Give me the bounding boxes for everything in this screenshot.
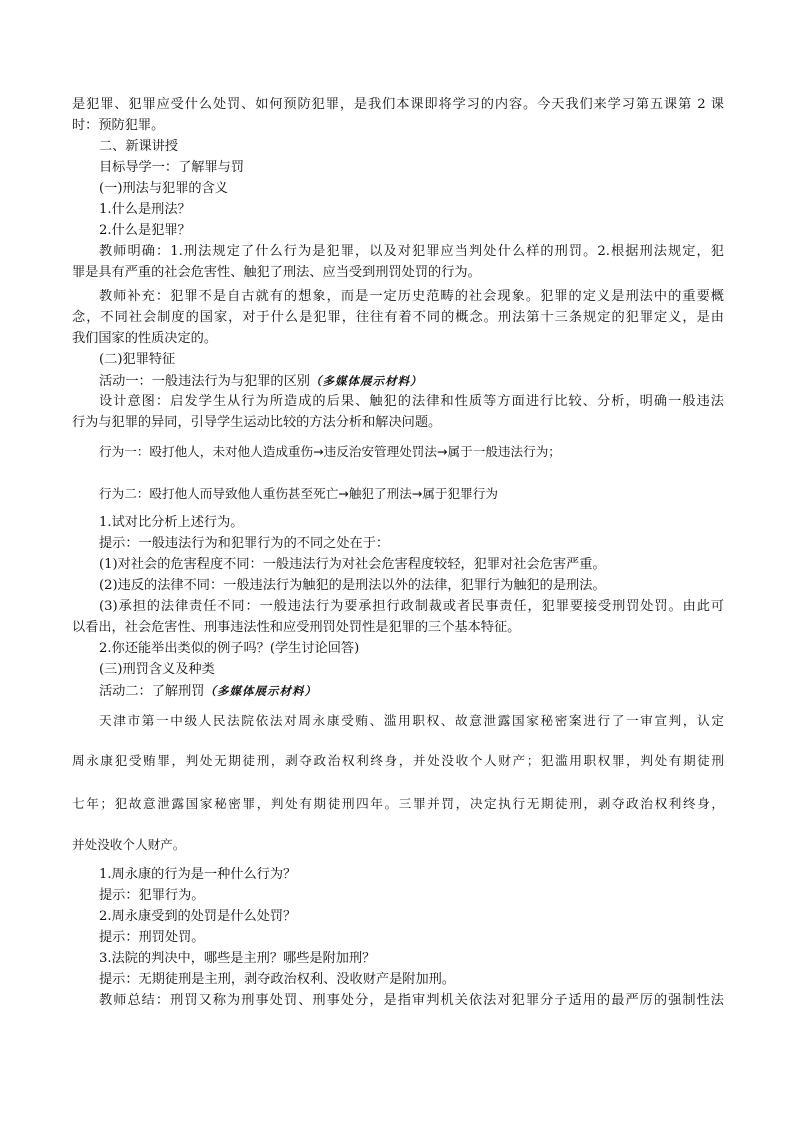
list-item: (1)对社会的危害程度不同：一般违法行为对社会危害程度较轻，犯罪对社会危害严重。 <box>99 557 606 572</box>
hint-line: 提示：一般违法行为和犯罪行为的不同之处在于： <box>99 536 390 551</box>
section-heading: 二、新课讲授 <box>99 139 179 154</box>
question-line: 2.周永康受到的处罚是什么处罚？ <box>99 909 297 924</box>
paragraph-line: 行为与犯罪的异同，引导学生运动比较的方法分析和解决问题。 <box>72 415 442 430</box>
question-line: 1.什么是刑法？ <box>99 202 191 217</box>
sub-heading: (三)刑罚含义及种类 <box>99 662 215 677</box>
sub-heading: (一)刑法与犯罪的含义 <box>99 181 228 196</box>
activity-title: 活动二：了解刑罚 <box>99 684 205 699</box>
question-line: 2.你还能举出类似的例子吗？(学生讨论回答) <box>99 641 360 656</box>
paragraph-line: 是犯罪、犯罪应受什么处罚、如何预防犯罪，是我们本课即将学习的内容。今天我们来学习第五课第 2 课 <box>72 97 724 112</box>
paragraph-line: 念，不同社会制度的国家，对于什么是犯罪，往往有着不同的概念。刑法第十三条规定的犯罪定义，是由 <box>72 310 724 325</box>
behavior-one: 行为一：殴打他人，未对他人造成重伤→违反治安管理处罚法→属于一般违法行为； <box>99 444 561 459</box>
case-line: 周永康犯受贿罪，判处无期徒刑，剥夺政治权利终身，并处没收个人财产；犯滥用职权罪，判处有期徒刑 <box>72 753 724 768</box>
question-line: 3.法院的判决中，哪些是主刑？哪些是附加刑？ <box>99 951 376 966</box>
paragraph-line: 罪是具有严重的社会危害性、触犯了刑法、应当受到刑罚处罚的行为。 <box>72 265 481 280</box>
list-item: (2)违反的法律不同：一般违法行为触犯的是刑法以外的法律，犯罪行为触犯的是刑法。 <box>99 578 606 593</box>
question-line: 2.什么是犯罪？ <box>99 223 191 238</box>
paragraph-line: 教师补充：犯罪不是自古就有的想象，而是一定历史范畴的社会现象。犯罪的定义是刑法中的重要概 <box>99 289 724 304</box>
paragraph-line: 教师总结：刑罚又称为刑事处罚、刑事处分，是指审判机关依法对犯罪分子适用的最严厉的强制性法 <box>99 993 724 1008</box>
hint-line: 提示：无期徒刑是主刑，剥夺政治权利、没收财产是附加刑。 <box>99 972 456 987</box>
activity-heading <box>99 682 317 701</box>
case-line: 天津市第一中级人民法院依法对周永康受贿、滥用职权、故意泄露国家秘密案进行了一审宣判，认定 <box>99 713 724 728</box>
paragraph-line: 教师明确：1.刑法规定了什么行为是犯罪，以及对犯罪应当判处什么样的刑罚。2.根据刑法规定，犯 <box>99 244 724 259</box>
question-line: 1.周永康的行为是一种什么行为？ <box>99 867 297 882</box>
hint-line: 提示：刑罚处罚。 <box>99 930 205 945</box>
behavior-two: 行为二：殴打他人而导致他人重伤甚至死亡→触犯了刑法→属于犯罪行为 <box>99 486 498 501</box>
paragraph-line: 我们国家的性质决定的。 <box>72 331 218 346</box>
sub-heading: (二)犯罪特征 <box>99 352 176 367</box>
paragraph-line: 设计意图：启发学生从行为所造成的后果、触犯的法律和性质等方面进行比较、分析，明确一般违法 <box>99 394 724 409</box>
case-line: 并处没收个人财产。 <box>72 837 186 852</box>
goal-heading: 目标导学一：了解罪与罚 <box>99 160 245 175</box>
list-item: (3)承担的法律责任不同：一般违法行为要承担行政制裁或者民事责任，犯罪要接受刑罚处罚。由此可 <box>99 599 724 614</box>
activity-heading <box>99 372 423 391</box>
multimedia-note: （多媒体展示材料） <box>204 684 317 698</box>
question-line: 1.试对比分析上述行为。 <box>99 515 244 530</box>
paragraph-line: 以看出，社会危害性、刑事违法性和应受刑罚处罚性是犯罪的三个基本特征。 <box>72 620 521 635</box>
multimedia-note: （多媒体展示材料） <box>310 374 423 388</box>
case-line: 七年；犯故意泄露国家秘密罪，判处有期徒刑四年。三罪并罚，决定执行无期徒刑，剥夺政治权利终身， <box>72 796 724 811</box>
paragraph-line: 时：预防犯罪。 <box>72 118 165 133</box>
hint-line: 提示：犯罪行为。 <box>99 888 205 903</box>
activity-title: 活动一：一般违法行为与犯罪的区别 <box>99 374 310 389</box>
